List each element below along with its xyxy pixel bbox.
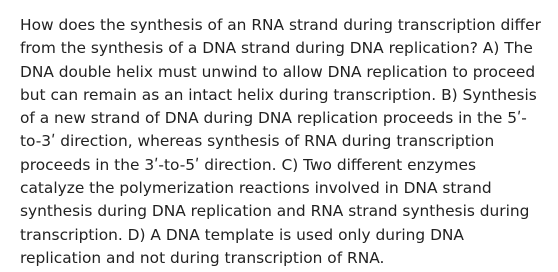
- question-text: How does the synthesis of an RNA strand during transcription differ from the synthesis of a DNA strand during DNA replication? A) The DNA double helix must unwind to allow DNA replication to proceed but can remain as an intact helix during transcription. B) Synthesis of a new strand of DNA during DNA replication proceeds in the 5ʹ-to-3ʹ direction, whereas synthesis of RNA during transcription proceeds in the 3ʹ-to-5ʹ direction. C) Two different enzymes catalyze the polymerization reactions involved in DNA strand synthesis during DNA replication and RNA strand synthesis during transcription. D) A DNA template is used only during DNA replication and not during transcription of RNA.: [20, 16, 541, 267]
